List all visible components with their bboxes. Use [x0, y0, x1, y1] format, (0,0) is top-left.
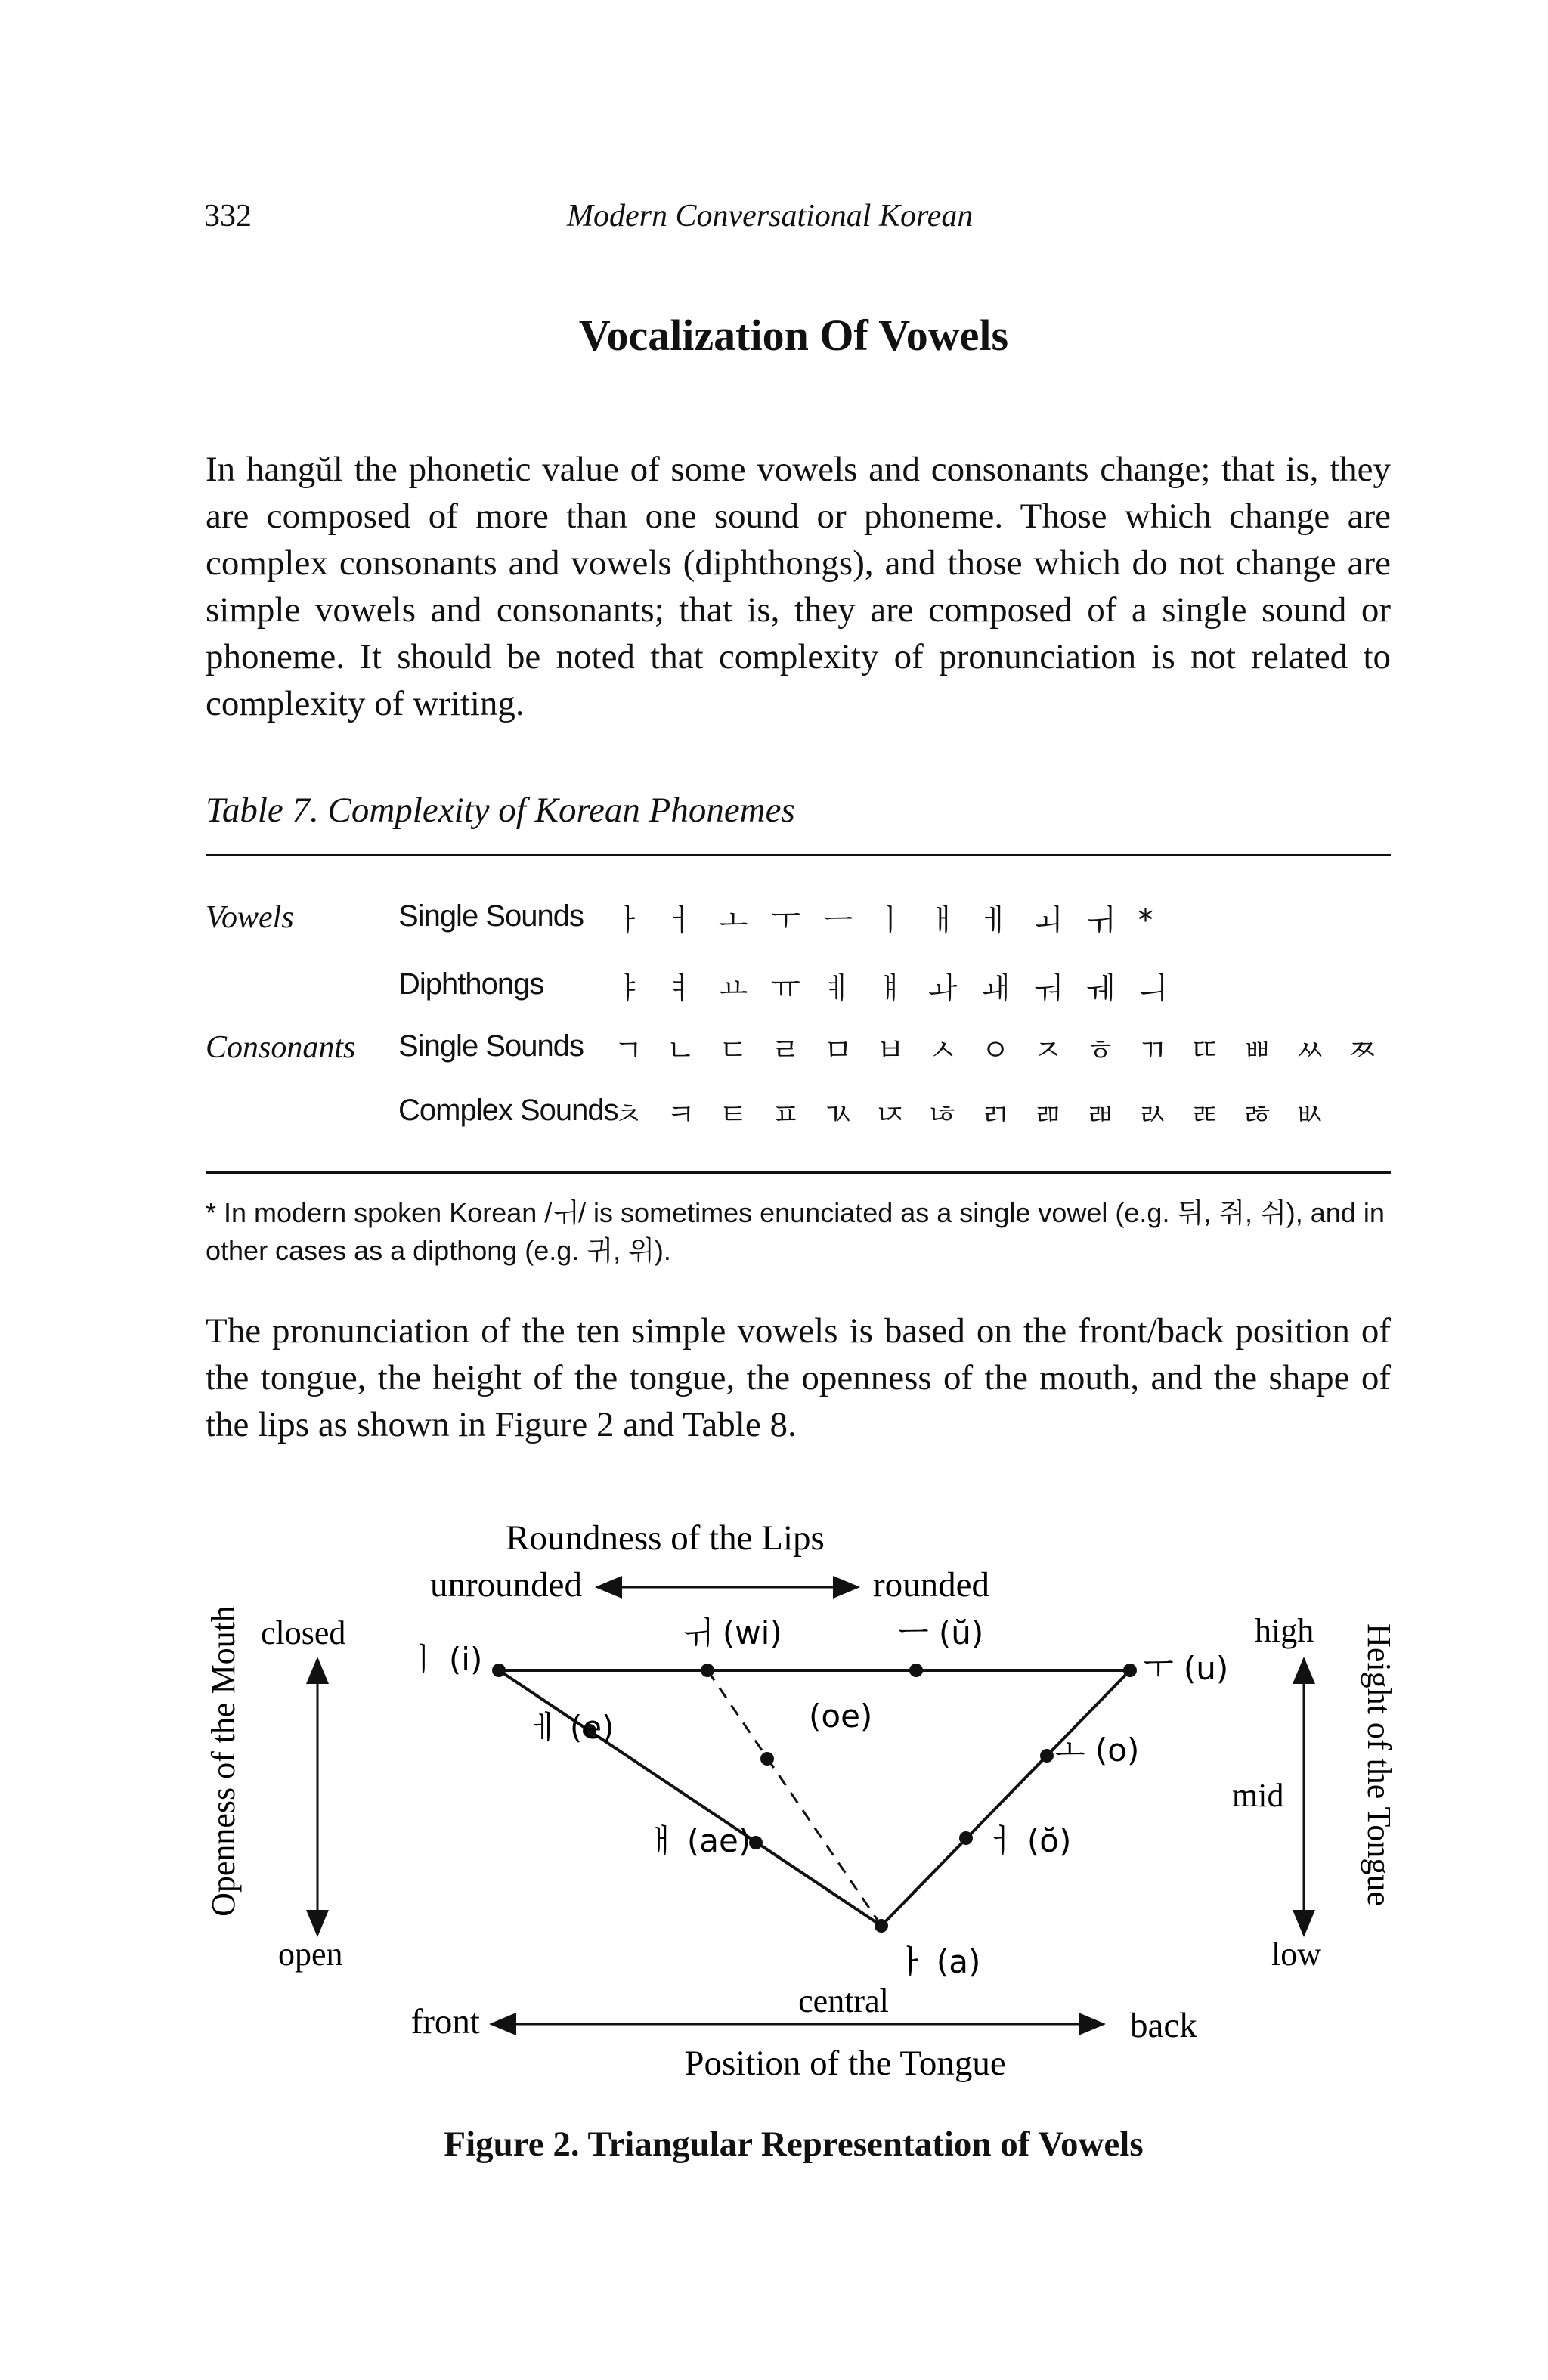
- vowel-label-e: ㅔ (e): [529, 1709, 615, 1746]
- vowel-label-a: ㅏ (a): [896, 1943, 981, 1980]
- vowel-point-u: [1123, 1664, 1137, 1677]
- page-number: 332: [204, 199, 252, 234]
- vowel-label-wi: ㅟ (wi): [682, 1614, 782, 1651]
- vowel-point-u-bar: [909, 1664, 923, 1677]
- table-caption: Table 7. Complexity of Korean Phonemes: [206, 791, 795, 830]
- vowel-label-u: ㅜ (u): [1143, 1650, 1229, 1687]
- vowel-point-wi: [701, 1664, 714, 1677]
- right-axis-title: Height of the Tongue: [1361, 1623, 1398, 1906]
- vowel-point-o: [1040, 1749, 1054, 1763]
- row-jamo: ㄱ ㄴ ㄷ ㄹ ㅁ ㅂ ㅅ ㅇ ㅈ ㅎ ㄲ ㄸ ㅃ ㅆ ㅉ: [614, 1033, 1377, 1068]
- back-label: back: [1130, 2006, 1197, 2045]
- table-row: [206, 899, 1391, 952]
- table-row: [206, 1029, 1391, 1082]
- vowel-label-o: ㅗ (o): [1054, 1732, 1140, 1769]
- vowel-point-a: [875, 1919, 888, 1933]
- pronunciation-paragraph: The pronunciation of the ten simple vowels is based on the front/back position of the tongue, the height of the tongue, the openness of the mouth, and the shape of the lips as shown in Figure 2 and Table 8.: [206, 1311, 1391, 1444]
- vowel-point-oe: [760, 1752, 774, 1766]
- intro-paragraph: In hangŭl the phonetic value of some vowels and consonants change; that is, they are composed of more than one sound or phoneme. Those which change are complex consonants and vowels (diphthongs), and those which do not change are simple vowels and consonants; that is, they are composed of a single sound or phoneme. It should be noted that complexity of pronunciation is not related to complexity of writing.: [206, 450, 1391, 723]
- bottom-axis-title: Position of the Tongue: [684, 2044, 1006, 2083]
- vowel-point-ae: [749, 1836, 763, 1849]
- central-label: central: [798, 1982, 889, 2019]
- row-category: Consonants: [206, 1030, 356, 1065]
- top-axis-title: Roundness of the Lips: [506, 1518, 825, 1558]
- high-label: high: [1255, 1612, 1314, 1649]
- running-head: [204, 198, 1383, 243]
- vowel-label-i: ㅣ (i): [408, 1641, 483, 1678]
- vowel-label-o-breve: ㅓ (ŏ): [986, 1822, 1072, 1859]
- running-title: Modern Conversational Korean: [567, 199, 974, 234]
- closed-label: closed: [261, 1614, 346, 1651]
- vowel-triangle-figure: [174, 1512, 1398, 2086]
- vowel-label-u-bar: ㅡ (ŭ): [898, 1614, 984, 1651]
- row-jamo: ㅏ ㅓ ㅗ ㅜ ㅡ ㅣ ㅐ ㅔ ㅚ ㅟ *: [614, 903, 1153, 938]
- table-row: [206, 1094, 1391, 1147]
- row-jamo: ㅑ ㅕ ㅛ ㅠ ㅖ ㅒ ㅘ ㅙ ㅝ ㅞ ㅢ: [614, 971, 1168, 1006]
- row-label: Single Sounds: [398, 1029, 584, 1063]
- row-label: Single Sounds: [398, 899, 584, 933]
- mid-label: mid: [1232, 1777, 1284, 1814]
- section-title: Vocalization Of Vowels: [578, 311, 1009, 360]
- row-label: Complex Sounds: [398, 1094, 618, 1127]
- row-label: Diphthongs: [398, 967, 544, 1001]
- table-row: [206, 967, 1391, 1020]
- vowel-point-i: [492, 1664, 506, 1677]
- table-footnote: * In modern spoken Korean /ㅟ/ is sometimes enunciated as a single vowel (e.g. 뒤, 쥐, 쉬), and in other cases as a dipthong (e.g. 귀, 위).: [206, 1197, 1385, 1266]
- vowel-label-oe: (oe): [809, 1698, 873, 1735]
- vowel-triangle-svg: [174, 1512, 1398, 2086]
- vowel-point-o-breve: [959, 1831, 973, 1845]
- left-axis-title: Openness of the Mouth: [205, 1605, 242, 1917]
- rounded-label: rounded: [873, 1565, 990, 1605]
- row-jamo: ㅊ ㅋ ㅌ ㅍ ㄳ ㄵ ㄶ ㄺ ㄻ ㄼ ㄽ ㄾ ㅀ ㅄ: [614, 1097, 1325, 1132]
- table-bottom-rule: [206, 1171, 1391, 1174]
- figure-caption: Figure 2. Triangular Representation of Vowels: [444, 2125, 1144, 2164]
- low-label: low: [1271, 1936, 1321, 1973]
- open-label: open: [278, 1936, 343, 1973]
- vowel-label-ae: ㅐ (ae): [646, 1822, 751, 1859]
- row-category: Vowels: [206, 900, 294, 935]
- front-label: front: [410, 2002, 480, 2041]
- unrounded-label: unrounded: [429, 1565, 582, 1605]
- triangle-right-edge: [881, 1670, 1130, 1926]
- table-top-rule: [206, 854, 1391, 856]
